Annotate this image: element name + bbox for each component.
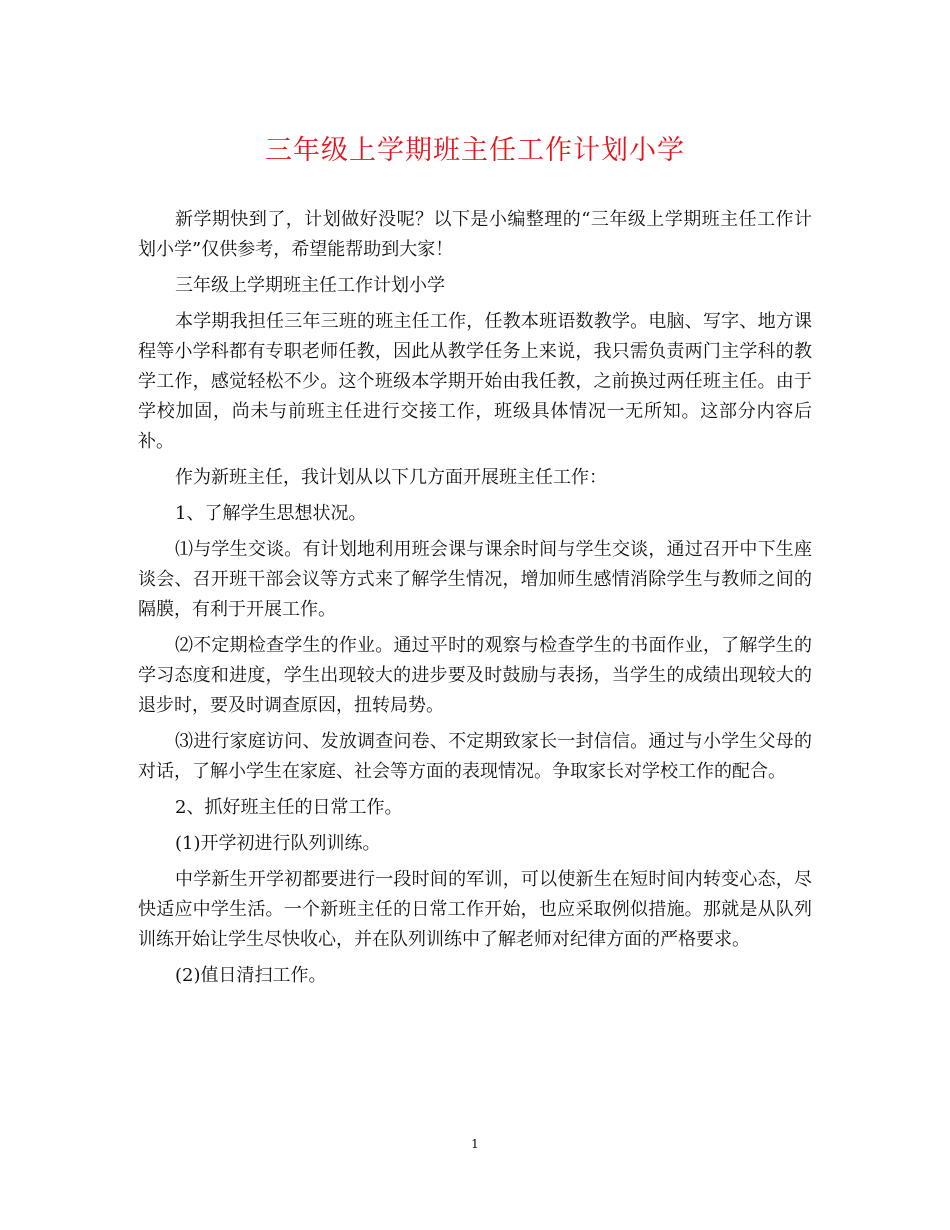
section-heading-1: 1、了解学生思想状况。 [175, 503, 367, 524]
paragraph-item-1-1: ⑴与学生交谈。有计划地利用班会课与课余时间与学生交谈，通过召开中下生座谈会、召开班干部会议等方式来了解学生情况，增加师生感情消除学生与教师之间的隔膜，有利于开展工作。 [138, 539, 812, 620]
paragraph-item-2-1: (1)开学初进行队列训练。 [175, 833, 381, 854]
paragraph-item-1-3: ⑶进行家庭访问、发放调查问卷、不定期致家长一封信信。通过与小学生父母的对话，了解小学生在家庭、社会等方面的表现情况。争取家长对学校工作的配合。 [138, 731, 812, 782]
paragraph-military-training: 中学新生开学初都要进行一段时间的军训，可以使新生在短时间内转变心态，尽快适应中学生活。一个新班主任的日常工作开始，也应采取例似措施。那就是从队列训练开始让学生尽快收心，并在队列训练中了解老师对纪律方面的严格要求。 [138, 869, 812, 950]
document-title: 三年级上学期班主任工作计划小学 [265, 135, 685, 166]
document-body [138, 205, 812, 997]
paragraph-intro: 新学期快到了，计划做好没呢？以下是小编整理的“三年级上学期班主任工作计划小学”仅供参考，希望能帮助到大家！ [138, 209, 812, 260]
paragraph-subtitle: 三年级上学期班主任工作计划小学 [175, 275, 445, 296]
section-heading-2: 2、抓好班主任的日常工作。 [175, 797, 403, 818]
paragraph-plan-intro: 作为新班主任，我计划从以下几方面开展班主任工作： [175, 467, 607, 488]
paragraph-item-1-2: ⑵不定期检查学生的作业。通过平时的观察与检查学生的书面作业，了解学生的学习态度和进度，学生出现较大的进步要及时鼓励与表扬，当学生的成绩出现较大的退步时，要及时调查原因，扭转局势。 [138, 635, 812, 716]
paragraph-background: 本学期我担任三年三班的班主任工作，任教本班语数教学。电脑、写字、地方课程等小学科都有专职老师任教，因此从教学任务上来说，我只需负责两门主学科的教学工作，感觉轻松不少。这个班级本学期开始由我任教，之前换过两任班主任。由于学校加固，尚未与前班主任进行交接工作，班级具体情况一无所知。这部分内容后补。 [138, 311, 812, 452]
page-number: 1 [471, 1137, 479, 1151]
paragraph-item-2-2: (2)值日清扫工作。 [175, 965, 327, 986]
